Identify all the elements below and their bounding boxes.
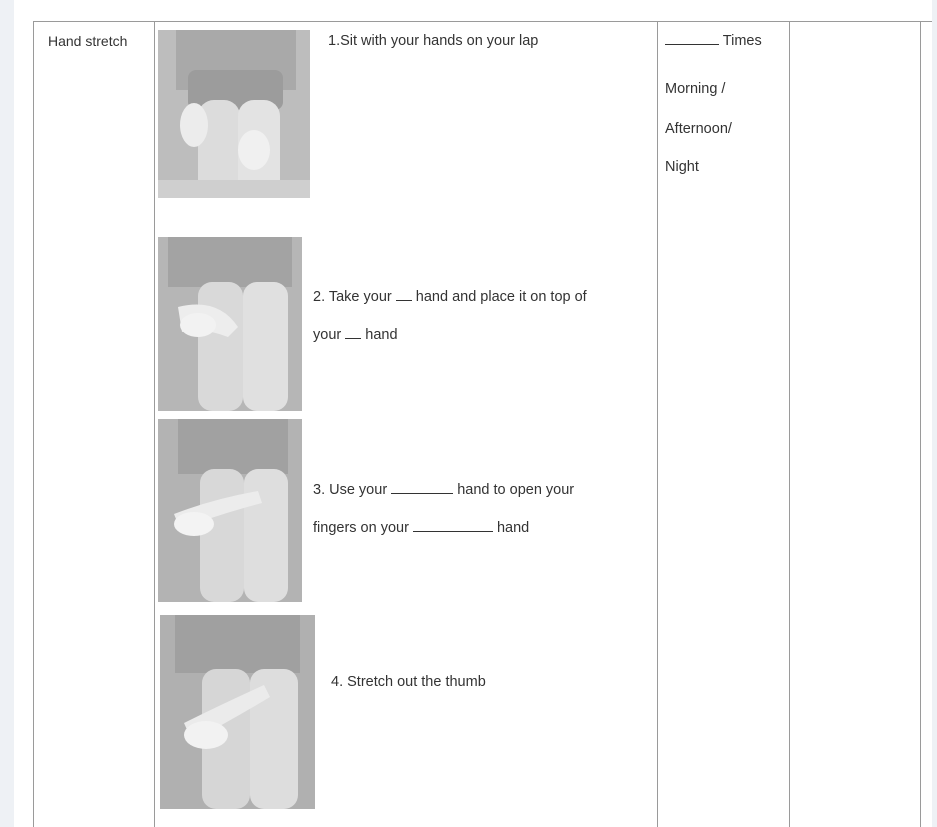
step-3-blank-2[interactable] <box>413 517 493 532</box>
exercise-sheet <box>14 0 937 827</box>
photo-hand-on-top <box>158 237 302 411</box>
step-4-text: 4. Stretch out the thumb <box>331 674 486 690</box>
step-2-blank-2[interactable] <box>345 324 361 339</box>
window-right-edge <box>932 0 937 827</box>
times-label: Times <box>722 33 762 49</box>
step-1-text: 1.Sit with your hands on your lap <box>328 33 539 49</box>
step-3-text-c: fingers on your <box>313 520 409 536</box>
step-2-text-b: hand and place it on top of <box>415 289 587 305</box>
step-3-text-b: hand to open your <box>457 482 575 498</box>
photo-stretch-thumb <box>160 615 315 809</box>
step-2-blank-1[interactable] <box>396 286 412 301</box>
step-2-text-d: hand <box>365 327 398 343</box>
column-divider-3 <box>789 21 790 827</box>
times-blank[interactable] <box>665 30 719 45</box>
open-fingers-image <box>158 419 302 602</box>
column-divider-4 <box>920 21 921 827</box>
column-divider-2 <box>657 21 658 827</box>
stretch-thumb-image <box>160 615 315 809</box>
step-2-text-a: 2. Take your <box>313 289 392 305</box>
time-morning: Morning / <box>665 81 726 97</box>
step-3-text-a: 3. Use your <box>313 482 388 498</box>
step-3-text <box>313 471 643 547</box>
photo-open-fingers <box>158 419 302 602</box>
table-left-border <box>33 21 34 827</box>
times-row <box>665 30 790 52</box>
step-3-blank-1[interactable] <box>391 479 453 494</box>
step-3-text-d: hand <box>496 520 530 536</box>
photo-hands-on-lap <box>158 30 310 198</box>
exercise-name: Hand stretch <box>48 33 128 49</box>
step-2-text <box>313 278 643 354</box>
table-top-border <box>33 21 937 22</box>
time-night: Night <box>665 159 699 175</box>
seated-figure-image <box>158 30 310 198</box>
column-divider-1 <box>154 21 155 827</box>
hand-on-top-image <box>158 237 302 411</box>
time-afternoon: Afternoon/ <box>665 121 732 137</box>
step-2-text-c: your <box>313 327 342 343</box>
